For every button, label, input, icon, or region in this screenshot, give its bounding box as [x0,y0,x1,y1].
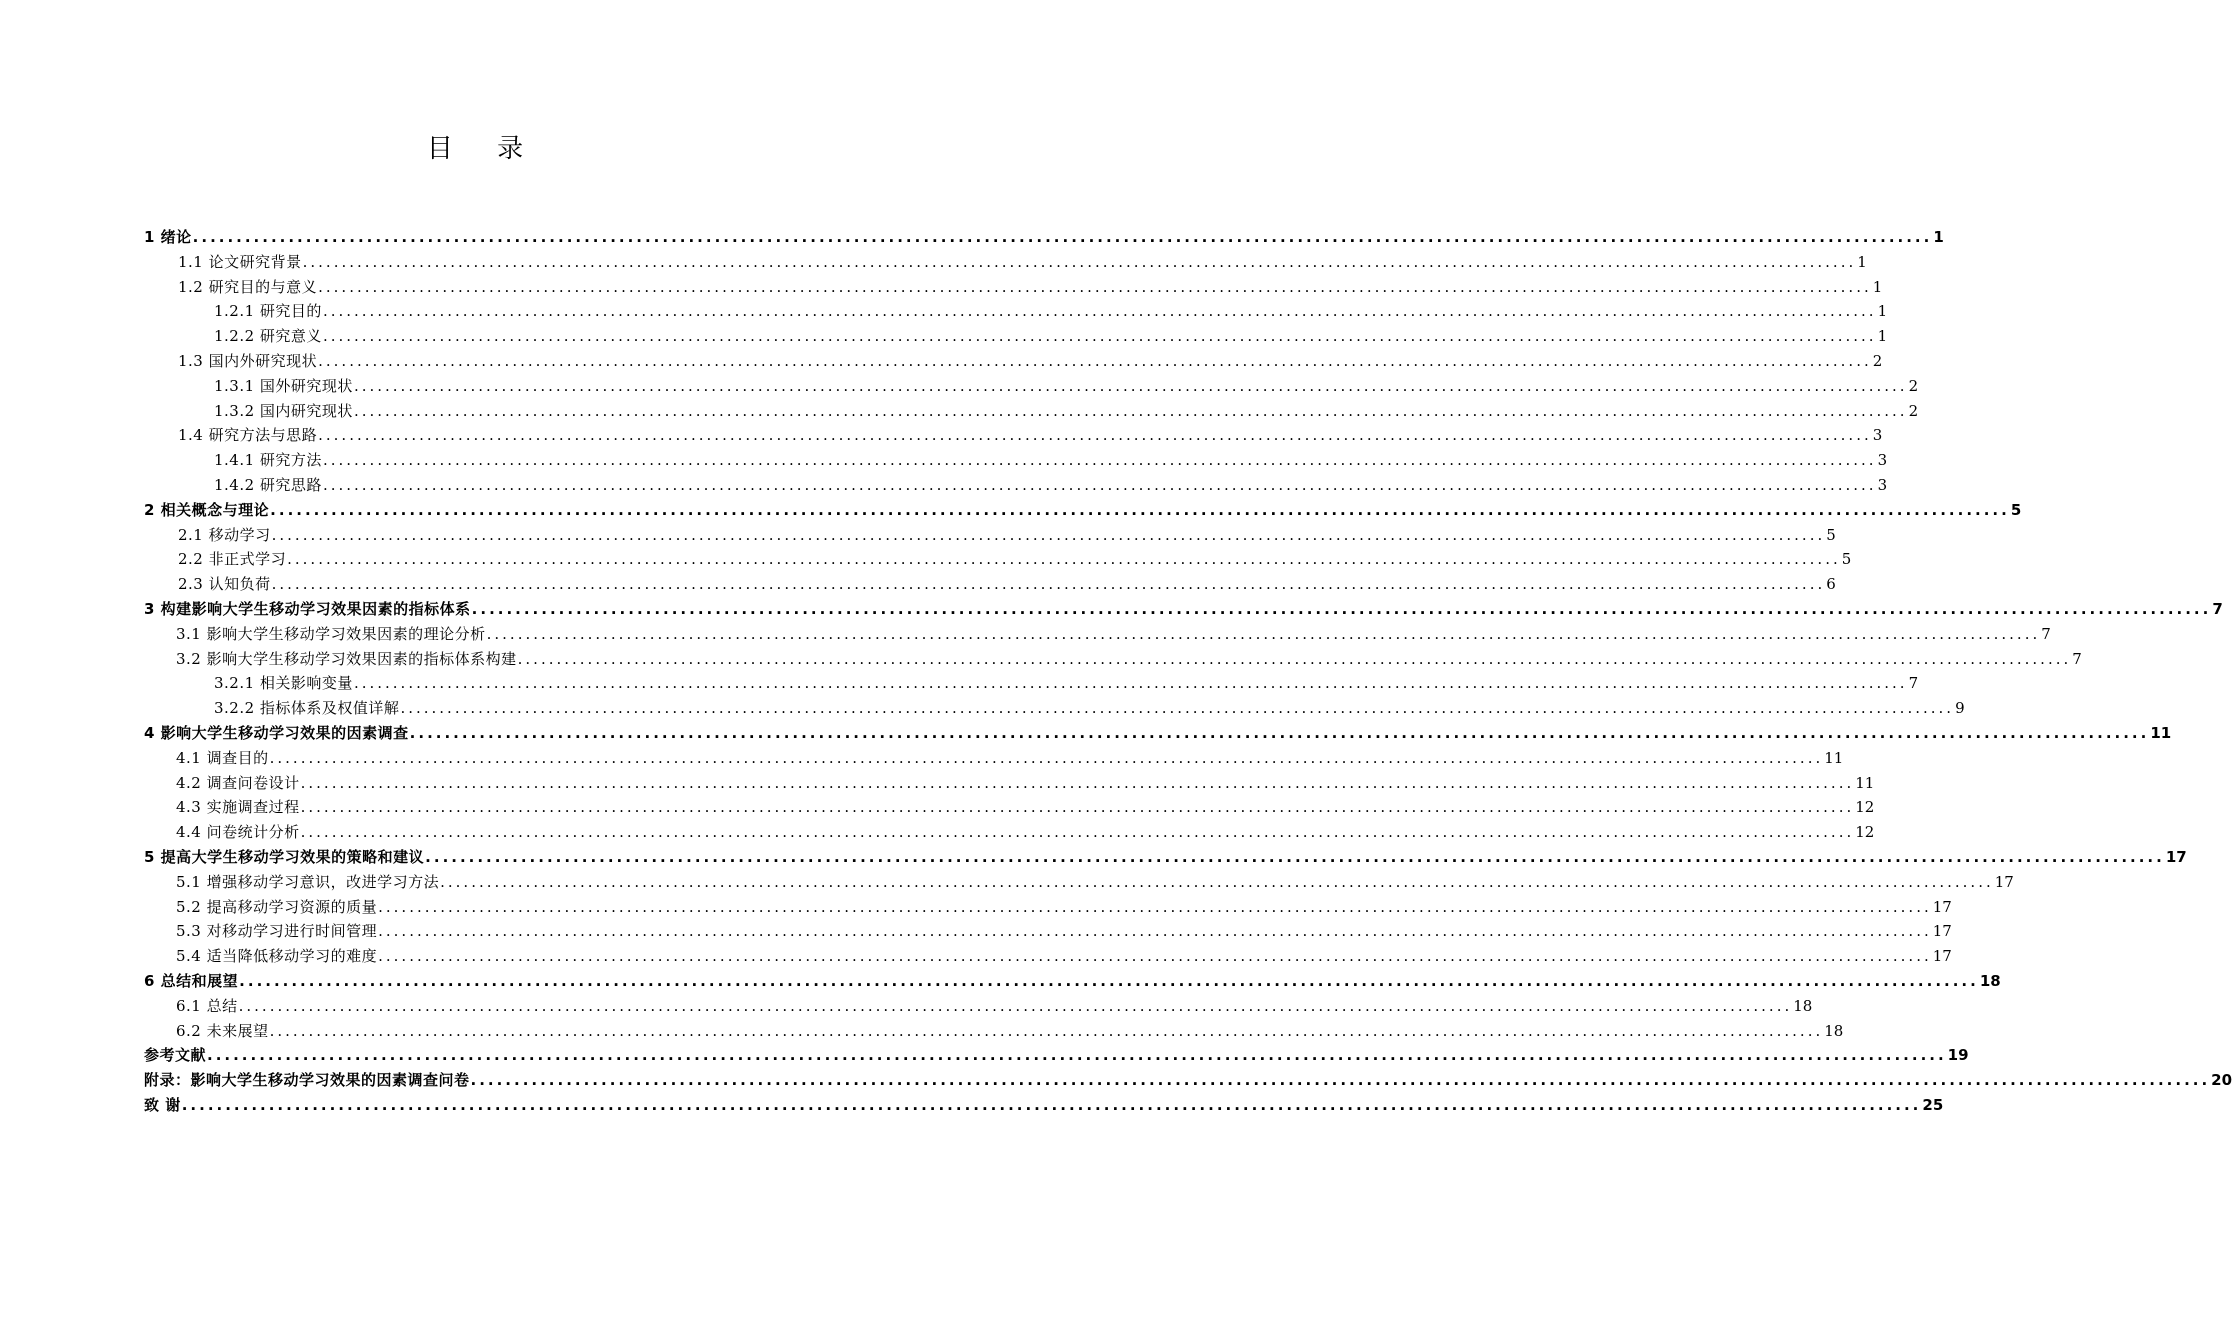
toc-entry[interactable] [144,696,1965,721]
toc-entry-label: 4 影响大学生移动学习效果的因素调查 [144,723,409,742]
toc-entry[interactable] [144,423,1883,448]
toc-entry-page-number: 1 [1857,252,1867,271]
toc-dot-leader: ........................................................................................................................................................................................................ [353,376,1908,395]
toc-dot-leader: ........................................................................................................................................................................................................ [322,451,1877,470]
toc-entry-label: 3.2 影响大学生移动学习效果因素的指标体系构建 [176,649,517,668]
toc-entry-page-number: 1 [1877,327,1888,346]
toc-entry-page-number: 18 [1979,971,2001,990]
toc-dot-leader: ........................................................................................................................................................................................................ [318,351,1872,370]
toc-entry-label: 5.4 适当降低移动学习的难度 [176,947,378,966]
toc-entry-label: 附录：影响大学生移动学习效果的因素调查问卷 [144,1071,470,1090]
toc-entry[interactable] [144,795,1875,820]
toc-entry-label: 1.4 研究方法与思路 [178,426,318,445]
toc-entry[interactable] [144,498,2022,523]
toc-entry-page-number: 7 [1908,674,1919,693]
toc-entry[interactable] [144,671,1919,696]
toc-entry-label: 1.1 论文研究背景 [178,252,302,271]
toc-entry-page-number: 11 [1824,748,1844,767]
toc-entry-label: 5.2 提高移动学习资源的质量 [176,897,378,916]
toc-dot-leader: ........................................................................................................................................................................................................ [287,550,1841,569]
toc-entry[interactable] [144,771,1875,796]
toc-entry[interactable] [144,399,1919,424]
toc-entry-page-number: 1 [1872,277,1883,296]
toc-entry-label: 1.3.1 国外研究现状 [214,376,353,395]
toc-dot-leader: ........................................................................................................................................................................................................ [440,872,1994,891]
toc-entry-page-number: 3 [1877,475,1888,494]
toc-entry-page-number: 7 [2212,599,2223,618]
toc-entry[interactable] [144,994,1813,1019]
toc-dot-leader: ........................................................................................................................................................................................................ [378,922,1932,941]
toc-entry[interactable] [144,845,2187,870]
toc-dot-leader: ........................................................................................................................................................................................................ [471,599,2212,618]
toc-entry[interactable] [144,547,1852,572]
toc-entry-label: 5.3 对移动学习进行时间管理 [176,922,378,941]
toc-dot-leader: ........................................................................................................................................................................................................ [353,674,1908,693]
toc-entry-label: 3.2.2 指标体系及权值详解 [214,699,400,718]
toc-dot-leader: ........................................................................................................................................................................................................ [239,971,1979,990]
toc-dot-leader: ........................................................................................................................................................................................................ [300,773,1855,792]
toc-entry-page-number: 18 [1793,996,1813,1015]
toc-dot-leader: ........................................................................................................................................................................................................ [271,575,1826,594]
toc-entry-page-number: 6 [1826,575,1836,594]
toc-entry-label: 3.2.1 相关影响变量 [214,674,353,693]
toc-entry-label: 1.2 研究目的与意义 [178,277,318,296]
toc-dot-leader: ........................................................................................................................................................................................................ [322,327,1877,346]
toc-entry-label: 3.1 影响大学生移动学习效果因素的理论分析 [176,624,486,643]
toc-entry-page-number: 17 [1932,922,1952,941]
toc-entry-page-number: 2 [1908,401,1919,420]
toc-dot-leader: ........................................................................................................................................................................................................ [181,1095,1922,1114]
toc-entry-label: 3 构建影响大学生移动学习效果因素的指标体系 [144,599,471,618]
toc-entry[interactable] [144,374,1919,399]
toc-dot-leader: ........................................................................................................................................................................................................ [318,277,1872,296]
toc-entry-label: 参考文献 [144,1046,207,1065]
toc-dot-leader: ........................................................................................................................................................................................................ [300,798,1855,817]
toc-entry-page-number: 1 [1933,228,1944,246]
toc-dot-leader: ........................................................................................................................................................................................................ [353,401,1908,420]
toc-dot-leader: ........................................................................................................................................................................................................ [322,302,1877,321]
toc-entry-page-number: 17 [1932,897,1952,916]
toc-entry-page-number: 12 [1855,798,1875,817]
toc-entry[interactable] [144,448,1888,473]
toc-entry-label: 1.4.2 研究思路 [214,475,322,494]
toc-entry-page-number: 3 [1872,426,1883,445]
toc-entry[interactable] [144,895,1952,920]
toc-entry-label: 5 提高大学生移动学习效果的策略和建议 [144,847,425,866]
toc-entry-page-number: 5 [2010,500,2022,519]
toc-dot-leader: ........................................................................................................................................................................................................ [302,252,1857,271]
toc-entry[interactable] [144,1043,1969,1068]
toc-entry-page-number: 17 [1932,947,1952,966]
toc-entry[interactable] [144,349,1883,374]
toc-dot-leader: ........................................................................................................................................................................................................ [378,897,1932,916]
toc-entry-label: 6.2 未来展望 [176,1021,269,1040]
toc-entry[interactable] [144,597,2223,622]
toc-entry-label: 2.2 非正式学习 [178,550,287,569]
toc-entry[interactable] [144,275,1883,300]
toc-entry-label: 4.2 调查问卷设计 [176,773,300,792]
toc-entry[interactable] [144,721,2172,746]
toc-entry-page-number: 20 [2211,1071,2232,1090]
toc-entry-page-number: 11 [1855,773,1875,792]
toc-entry-label: 1 绪论 [144,228,192,246]
toc-entry-page-number: 17 [1994,872,2014,891]
toc-dot-leader: ........................................................................................................................................................................................................ [517,649,2072,668]
toc-entry-page-number: 12 [1855,823,1875,842]
toc-entry-page-number: 1 [1877,302,1888,321]
toc-entry-page-number: 11 [2150,723,2172,742]
toc-dot-leader: ........................................................................................................................................................................................................ [192,228,1933,246]
toc-dot-leader: ........................................................................................................................................................................................................ [470,1071,2211,1090]
toc-dot-leader: ........................................................................................................................................................................................................ [318,426,1872,445]
toc-entry-label: 6.1 总结 [176,996,238,1015]
toc-entry-page-number: 3 [1877,451,1888,470]
toc-entry[interactable] [144,473,1888,498]
toc-entry[interactable] [144,523,1836,548]
toc-entry[interactable] [144,572,1836,597]
toc-entry-page-number: 2 [1872,351,1883,370]
table-of-contents [144,225,2232,1118]
toc-entry-label: 1.3 国内外研究现状 [178,351,318,370]
toc-entry[interactable] [144,919,1952,944]
toc-dot-leader: ........................................................................................................................................................................................................ [409,723,2150,742]
toc-dot-leader: ........................................................................................................................................................................................................ [400,699,1955,718]
toc-entry[interactable] [144,299,1888,324]
toc-entry-label: 4.4 问卷统计分析 [176,823,300,842]
toc-entry[interactable] [144,746,1844,771]
toc-entry-label: 2.1 移动学习 [178,525,271,544]
toc-dot-leader: ........................................................................................................................................................................................................ [271,525,1826,544]
toc-entry[interactable] [144,1093,1944,1118]
toc-entry-page-number: 7 [2072,649,2082,668]
toc-entry-page-number: 5 [1826,525,1836,544]
toc-dot-leader: ........................................................................................................................................................................................................ [238,996,1793,1015]
toc-entry-label: 1.2.1 研究目的 [214,302,322,321]
toc-entry[interactable] [144,969,2001,994]
toc-entry-label: 2 相关概念与理论 [144,500,270,519]
toc-entry-label: 致 谢 [144,1095,181,1114]
toc-dot-leader: ........................................................................................................................................................................................................ [425,847,2165,866]
toc-entry-page-number: 18 [1824,1021,1844,1040]
toc-entry-label: 6 总结和展望 [144,971,239,990]
toc-dot-leader: ........................................................................................................................................................................................................ [269,1021,1824,1040]
toc-entry-page-number: 7 [2041,624,2051,643]
toc-entry[interactable] [144,250,1867,275]
toc-entry[interactable] [144,647,2082,672]
toc-entry[interactable] [144,622,2051,647]
toc-title: 目 录 [426,134,542,164]
toc-entry-page-number: 5 [1841,550,1852,569]
toc-dot-leader: ........................................................................................................................................................................................................ [207,1046,1947,1065]
toc-entry-page-number: 19 [1947,1046,1969,1065]
toc-entry-label: 1.2.2 研究意义 [214,327,322,346]
toc-entry-page-number: 17 [2165,847,2187,866]
toc-entry-label: 4.3 实施调查过程 [176,798,300,817]
toc-dot-leader: ........................................................................................................................................................................................................ [300,823,1855,842]
toc-dot-leader: ........................................................................................................................................................................................................ [269,748,1824,767]
toc-entry[interactable] [144,820,1875,845]
toc-entry[interactable] [144,944,1952,969]
toc-entry-label: 2.3 认知负荷 [178,575,271,594]
toc-entry-page-number: 25 [1922,1095,1944,1114]
toc-entry[interactable] [144,870,2014,895]
toc-entry-page-number: 9 [1955,699,1965,718]
toc-entry-label: 5.1 增强移动学习意识，改进学习方法 [176,872,440,891]
toc-entry[interactable] [144,1019,1844,1044]
toc-dot-leader: ........................................................................................................................................................................................................ [322,475,1877,494]
toc-dot-leader: ........................................................................................................................................................................................................ [378,947,1932,966]
toc-entry-label: 1.3.2 国内研究现状 [214,401,353,420]
toc-entry[interactable] [144,225,1944,250]
toc-entry[interactable] [144,1068,2232,1093]
toc-dot-leader: ........................................................................................................................................................................................................ [486,624,2041,643]
toc-entry-page-number: 2 [1908,376,1919,395]
toc-entry-label: 1.4.1 研究方法 [214,451,322,470]
toc-dot-leader: ........................................................................................................................................................................................................ [270,500,2010,519]
toc-entry[interactable] [144,324,1888,349]
toc-entry-label: 4.1 调查目的 [176,748,269,767]
